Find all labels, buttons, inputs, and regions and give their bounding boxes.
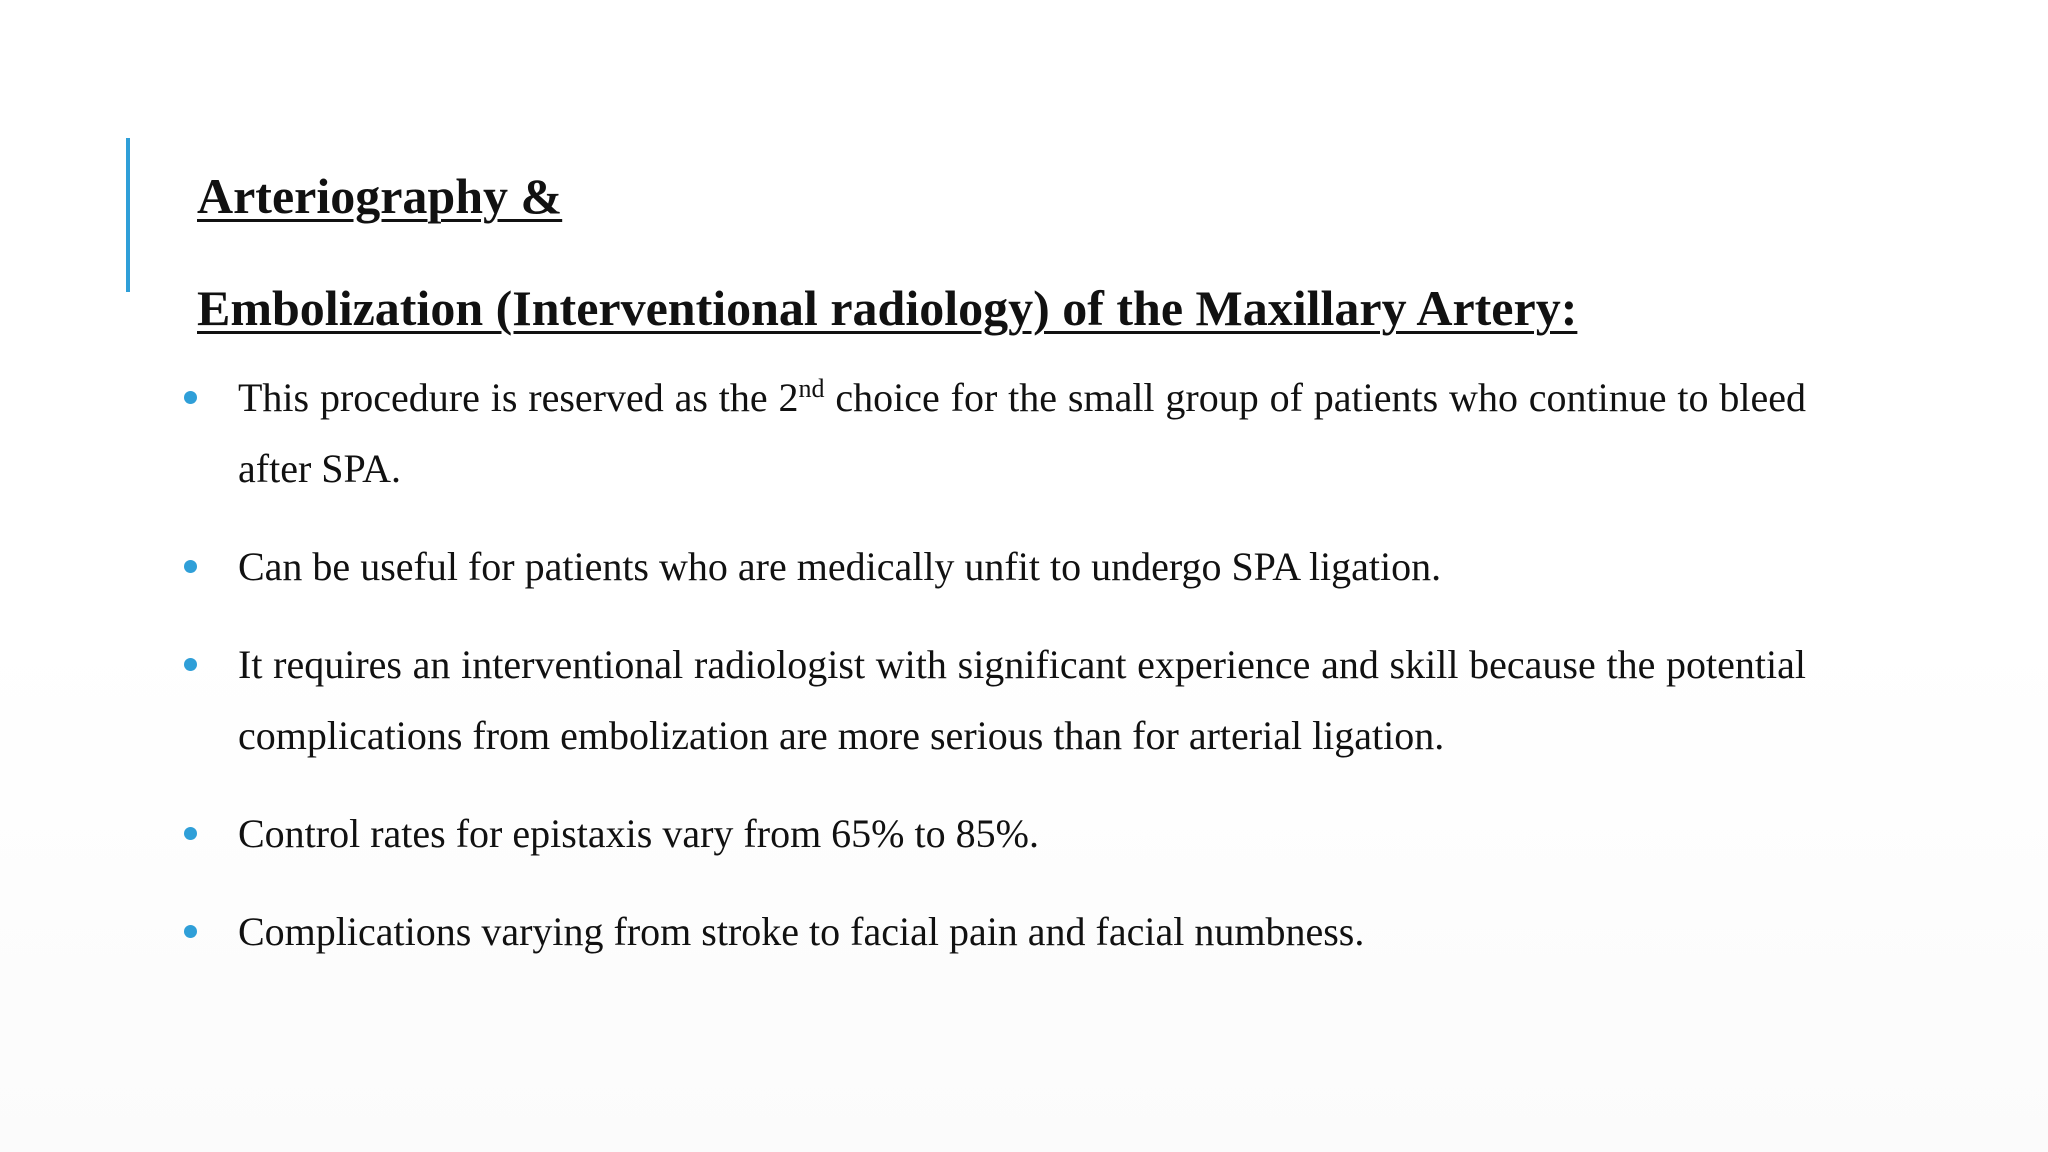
bullet-text: Complications varying from stroke to facial pain and facial numbness. xyxy=(238,909,1365,954)
bullet-text-part: choice for the small group of patients who continue to bleed after SPA. xyxy=(238,375,1807,491)
bullet-item xyxy=(180,531,1806,602)
title-line-1: Arteriography & xyxy=(197,168,563,224)
bullet-text-part: This procedure is reserved as the 2 xyxy=(238,375,799,420)
title-line-2: Embolization (Interventional radiology) of the Maxillary Artery: xyxy=(197,280,1578,336)
bullet-item xyxy=(180,798,1806,869)
bullet-dot-icon xyxy=(184,925,197,938)
bullet-dot-icon xyxy=(184,658,197,671)
bullet-item xyxy=(180,629,1806,771)
slide-title xyxy=(197,140,1577,364)
ordinal-superscript: nd xyxy=(798,374,825,403)
bullet-list xyxy=(180,362,1806,994)
bullet-text: Control rates for epistaxis vary from 65% to 85%. xyxy=(238,811,1039,856)
bullet-dot-icon xyxy=(184,827,197,840)
title-accent-bar xyxy=(126,138,130,292)
bullet-dot-icon xyxy=(184,391,197,404)
bullet-dot-icon xyxy=(184,560,197,573)
bullet-item xyxy=(180,362,1806,504)
bullet-item xyxy=(180,896,1806,967)
bullet-text: Can be useful for patients who are medically unfit to undergo SPA ligation. xyxy=(238,544,1442,589)
bullet-text: It requires an interventional radiologist with significant experience and skill because the potential complications from embolization are more serious than for arterial ligation. xyxy=(238,642,1806,758)
